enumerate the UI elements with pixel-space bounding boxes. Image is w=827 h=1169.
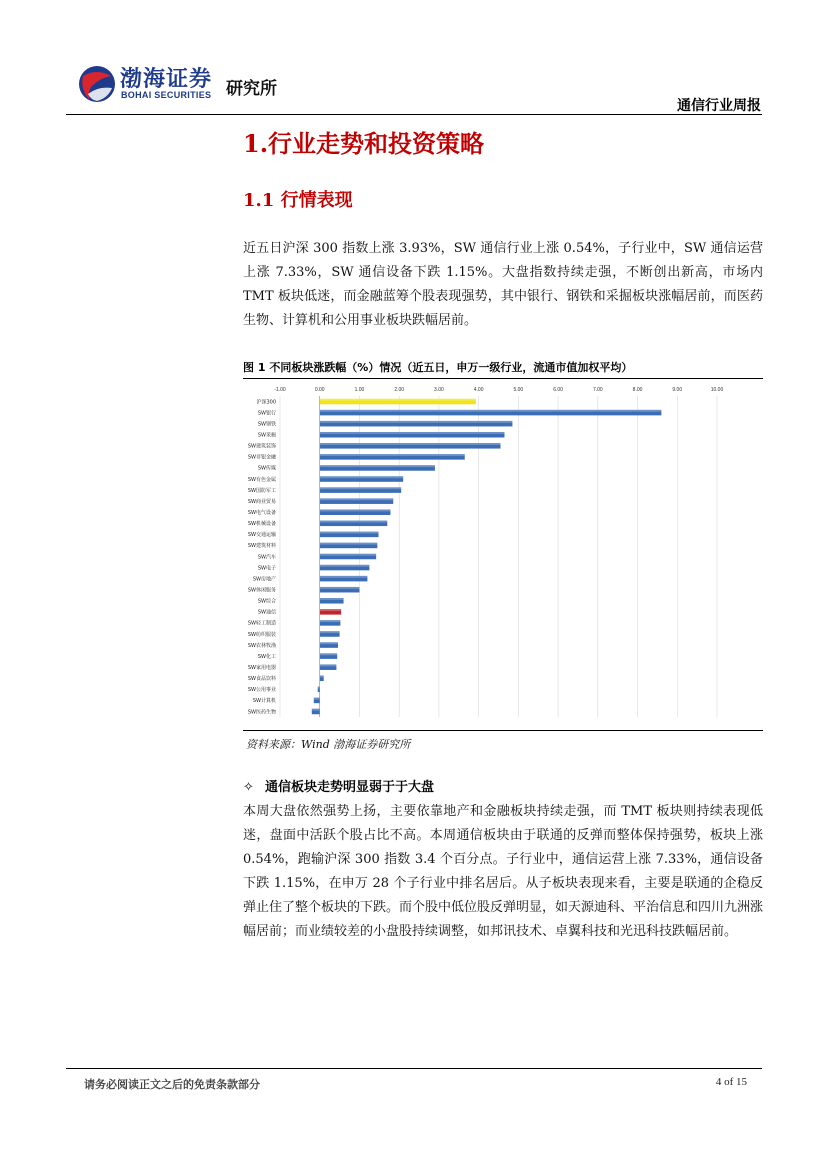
bar-sheen	[320, 620, 341, 622]
bar-sheen	[320, 399, 476, 401]
bar-sheen	[320, 509, 391, 511]
footer-disclaimer: 请务必阅读正文之后的免责条款部分	[84, 1078, 260, 1091]
diamond-bullet-icon: ✧	[243, 780, 254, 795]
category-label: SW机械设备	[247, 521, 276, 528]
logo-chinese-name: 渤海证券	[120, 66, 213, 92]
x-tick-label: 0.00	[314, 387, 325, 393]
x-tick-label: 3.00	[434, 387, 444, 393]
logo-english-name: BOHAI SECURITIES	[121, 90, 212, 100]
bar-sheen	[320, 498, 393, 500]
institute-label: 研究所	[226, 79, 277, 99]
category-label: SW商业贸易	[247, 498, 276, 505]
bar-sheen	[320, 410, 662, 412]
category-label: SW化工	[257, 653, 276, 660]
x-tick-label: 8.00	[632, 387, 643, 393]
x-tick-label: -1.00	[274, 387, 286, 393]
category-label: SW休闲服务	[247, 587, 276, 594]
category-label: SW家用电器	[247, 664, 276, 671]
bar-sheen	[320, 598, 344, 600]
subsection-title: 1.1 行情表现	[243, 190, 353, 211]
category-label: SW食品饮料	[247, 676, 276, 683]
category-label: SW房地产	[252, 576, 276, 583]
sector-return-bar-chart	[243, 384, 763, 724]
category-label: SW公用事业	[247, 687, 276, 694]
category-label: SW钢铁	[257, 421, 276, 428]
bar-sheen	[320, 443, 501, 445]
x-tick-label: 9.00	[672, 387, 683, 393]
bohai-logo-icon	[78, 64, 116, 104]
paragraph-market-summary: 近五日沪深 300 指数上涨 3.93%，SW 通信行业上涨 0.54%，子行业中，SW 通信运营上涨 7.33%，SW 通信设备下跌 1.15%。大盘指数持续走强，不断创出新高，市场内 TMT 板块低迷，而金融蓝筹个股表现强势，其中银行、钢铁和采掘板块涨幅居前，而医药生物、计算机和公用事业板块跌幅居前。	[243, 241, 763, 328]
category-label: SW传媒	[257, 465, 276, 472]
bar-sheen	[320, 465, 435, 467]
header-divider	[66, 114, 762, 115]
bar-sheen	[320, 675, 324, 677]
category-label: SW计算机	[252, 698, 276, 705]
bar-sheen	[320, 476, 403, 478]
bar-sheen	[320, 609, 341, 611]
report-type-label: 通信行业周报	[677, 98, 761, 114]
x-tick-label: 5.00	[513, 387, 524, 393]
category-label: SW非银金融	[247, 454, 276, 461]
x-tick-label: 4.00	[473, 387, 484, 393]
category-label: SW有色金属	[247, 476, 276, 483]
bar-sheen	[320, 521, 388, 523]
category-label: SW汽车	[257, 554, 276, 561]
category-label: 沪深300	[256, 399, 276, 406]
x-tick-label: 7.00	[592, 387, 603, 393]
bar-sheen	[314, 698, 320, 700]
category-label: SW综合	[257, 598, 276, 605]
bar-sheen	[320, 532, 379, 534]
page-number: 4 of 15	[715, 1076, 747, 1088]
category-label: SW采掘	[257, 432, 276, 439]
bar-sheen	[320, 576, 368, 578]
category-label: SW建筑材料	[247, 543, 276, 550]
bar-sheen	[320, 432, 505, 434]
figure-caption: 图 1 不同板块涨跌幅（%）情况（近五日，申万一级行业，流通市值加权平均）	[243, 361, 633, 374]
figure-top-rule	[243, 378, 763, 379]
category-label: SW银行	[257, 410, 276, 417]
bar-sheen	[320, 543, 378, 545]
category-label: SW建筑装饰	[247, 443, 276, 450]
bar-sheen	[320, 554, 376, 556]
category-label: SW交通运输	[247, 532, 276, 539]
bar-sheen	[320, 487, 401, 489]
x-tick-label: 2.00	[394, 387, 405, 393]
section-title: 1.行业走势和投资策略	[243, 129, 485, 158]
footer-divider	[66, 1068, 762, 1069]
bar-sheen	[320, 642, 338, 644]
bar-sheen	[320, 454, 465, 456]
bar-sheen	[320, 565, 370, 567]
category-label: SW国防军工	[247, 487, 276, 494]
bullet-heading	[243, 776, 434, 795]
category-label: SW电子	[257, 565, 276, 572]
x-tick-label: 6.00	[553, 387, 563, 393]
category-label: SW轻工制造	[247, 620, 276, 627]
bar-sheen	[320, 653, 337, 655]
paragraph-telecom-analysis: 本周大盘依然强势上扬，主要依靠地产和金融板块持续走强，而 TMT 板块则持续表现低迷，盘面中活跃个股占比不高。本周通信板块由于联通的反弹而整体保持强势，板块上涨 0.54%，跑输沪深 300 指数 3.4 个百分点。子行业中，通信运营上涨 7.33%，通信设备下跌 1.15%，在申万 28 个子行业中排名居后。从子板块表现来看，主要是联通的企稳反弹止住了整个板块的下跌。而个股中低位股反弹明显，如天源迪科、平治信息和四川九洲涨幅居前；而业绩较差的小盘股持续调整，如邦讯技术、卓翼科技和光迅科技跌幅居前。	[243, 804, 764, 939]
x-tick-label: 1.00	[354, 387, 365, 393]
figure-bottom-rule	[243, 730, 763, 731]
bar-sheen	[320, 421, 513, 423]
bullet-heading-text: 通信板块走势明显弱于于大盘	[265, 780, 435, 795]
x-tick-label: 10.00	[710, 387, 724, 393]
bar-sheen	[320, 664, 337, 666]
bar-sheen	[320, 631, 340, 633]
category-label: SW电气设备	[247, 510, 276, 517]
category-label: SW纺织服装	[247, 631, 276, 638]
category-label: SW医药生物	[247, 709, 276, 716]
bar-sheen	[320, 587, 360, 589]
category-label: SW农林牧渔	[247, 642, 276, 649]
bar-sheen	[312, 709, 320, 711]
category-label: SW通信	[257, 609, 276, 616]
figure-source: 资料来源：Wind 渤海证券研究所	[246, 738, 411, 751]
